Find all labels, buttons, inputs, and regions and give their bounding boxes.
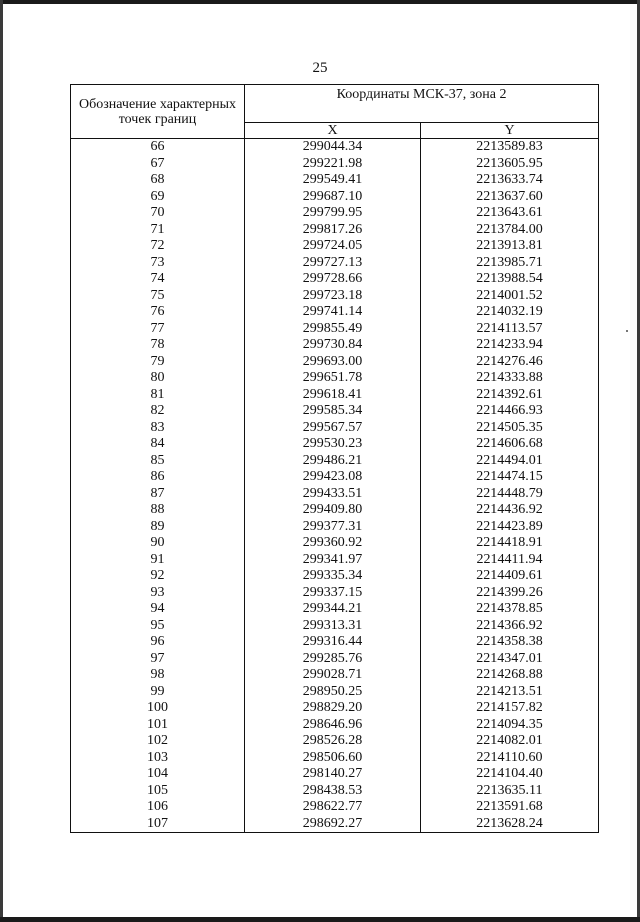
x-coordinate-cell: 299028.71 [245, 667, 421, 684]
header-x: X [245, 123, 421, 139]
x-coordinate-cell: 299285.76 [245, 651, 421, 668]
y-coordinate-cell: 2213637.60 [421, 189, 599, 206]
x-coordinate-cell: 299335.34 [245, 568, 421, 585]
table-row [71, 205, 599, 222]
x-coordinate-cell: 299799.95 [245, 205, 421, 222]
table-row [71, 618, 599, 635]
table-row [71, 337, 599, 354]
y-coordinate-cell: 2214094.35 [421, 717, 599, 734]
page-number: 25 [312, 60, 328, 76]
point-id-cell: 91 [71, 552, 245, 569]
point-id-cell: 84 [71, 436, 245, 453]
x-coordinate-cell: 299044.34 [245, 139, 421, 156]
x-coordinate-cell: 299337.15 [245, 585, 421, 602]
x-coordinate-cell: 298526.28 [245, 733, 421, 750]
y-coordinate-cell: 2214418.91 [421, 535, 599, 552]
table-header [71, 85, 599, 139]
y-coordinate-cell: 2213633.74 [421, 172, 599, 189]
table-row [71, 799, 599, 816]
table-body [71, 139, 599, 833]
x-coordinate-cell: 298140.27 [245, 766, 421, 783]
y-coordinate-cell: 2214494.01 [421, 453, 599, 470]
point-id-cell: 88 [71, 502, 245, 519]
y-coordinate-cell: 2214104.40 [421, 766, 599, 783]
point-id-cell: 95 [71, 618, 245, 635]
table-row [71, 486, 599, 503]
y-coordinate-cell: 2214268.88 [421, 667, 599, 684]
table-row [71, 783, 599, 800]
y-coordinate-cell: 2213988.54 [421, 271, 599, 288]
point-id-cell: 73 [71, 255, 245, 272]
point-id-cell: 70 [71, 205, 245, 222]
x-coordinate-cell: 299855.49 [245, 321, 421, 338]
table-row [71, 552, 599, 569]
x-coordinate-cell: 298829.20 [245, 700, 421, 717]
point-id-cell: 77 [71, 321, 245, 338]
header-y: Y [421, 123, 599, 139]
y-coordinate-cell: 2214110.60 [421, 750, 599, 767]
y-coordinate-cell: 2214411.94 [421, 552, 599, 569]
point-id-cell: 90 [71, 535, 245, 552]
point-id-cell: 105 [71, 783, 245, 800]
x-coordinate-cell: 299693.00 [245, 354, 421, 371]
x-coordinate-cell: 299433.51 [245, 486, 421, 503]
scan-border-bottom [0, 917, 640, 922]
point-id-cell: 80 [71, 370, 245, 387]
scan-border-top [0, 0, 640, 4]
point-id-cell: 107 [71, 816, 245, 833]
x-coordinate-cell: 299817.26 [245, 222, 421, 239]
y-coordinate-cell: 2214505.35 [421, 420, 599, 437]
point-id-cell: 72 [71, 238, 245, 255]
point-id-cell: 83 [71, 420, 245, 437]
x-coordinate-cell: 298646.96 [245, 717, 421, 734]
y-coordinate-cell: 2214399.26 [421, 585, 599, 602]
x-coordinate-cell: 299728.66 [245, 271, 421, 288]
x-coordinate-cell: 299409.80 [245, 502, 421, 519]
x-coordinate-cell: 299316.44 [245, 634, 421, 651]
y-coordinate-cell: 2214366.92 [421, 618, 599, 635]
point-id-cell: 78 [71, 337, 245, 354]
x-coordinate-cell: 299567.57 [245, 420, 421, 437]
y-coordinate-cell: 2214606.68 [421, 436, 599, 453]
table-row [71, 370, 599, 387]
y-coordinate-cell: 2214392.61 [421, 387, 599, 404]
y-coordinate-cell: 2214213.51 [421, 684, 599, 701]
y-coordinate-cell: 2213643.61 [421, 205, 599, 222]
point-id-cell: 67 [71, 156, 245, 173]
table-row [71, 585, 599, 602]
point-id-cell: 87 [71, 486, 245, 503]
point-id-cell: 96 [71, 634, 245, 651]
x-coordinate-cell: 299344.21 [245, 601, 421, 618]
x-coordinate-cell: 299724.05 [245, 238, 421, 255]
x-coordinate-cell: 298692.27 [245, 816, 421, 833]
table-row [71, 403, 599, 420]
y-coordinate-cell: 2213628.24 [421, 816, 599, 833]
table-row [71, 601, 599, 618]
y-coordinate-cell: 2213589.83 [421, 139, 599, 156]
y-coordinate-cell: 2213784.00 [421, 222, 599, 239]
y-coordinate-cell: 2213635.11 [421, 783, 599, 800]
table-row [71, 469, 599, 486]
table-row [71, 535, 599, 552]
point-id-cell: 102 [71, 733, 245, 750]
scan-border-left [0, 0, 3, 922]
y-coordinate-cell: 2214113.57 [421, 321, 599, 338]
table-row [71, 271, 599, 288]
x-coordinate-cell: 299723.18 [245, 288, 421, 305]
table-row [71, 354, 599, 371]
x-coordinate-cell: 299687.10 [245, 189, 421, 206]
point-id-cell: 79 [71, 354, 245, 371]
point-id-cell: 86 [71, 469, 245, 486]
table-row [71, 568, 599, 585]
table-row [71, 321, 599, 338]
coordinates-table [70, 84, 599, 833]
x-coordinate-cell: 299585.34 [245, 403, 421, 420]
point-id-cell: 103 [71, 750, 245, 767]
table-row [71, 750, 599, 767]
y-coordinate-cell: 2214378.85 [421, 601, 599, 618]
point-id-cell: 89 [71, 519, 245, 536]
header-point-designation: Обозначение характерных точек границ [71, 85, 245, 139]
y-coordinate-cell: 2214233.94 [421, 337, 599, 354]
point-id-cell: 94 [71, 601, 245, 618]
table-row [71, 519, 599, 536]
table-row [71, 288, 599, 305]
table-row [71, 304, 599, 321]
y-coordinate-cell: 2214333.88 [421, 370, 599, 387]
table-row [71, 139, 599, 156]
x-coordinate-cell: 299727.13 [245, 255, 421, 272]
table-row [71, 156, 599, 173]
table-row [71, 387, 599, 404]
table-row [71, 189, 599, 206]
table-row [71, 634, 599, 651]
y-coordinate-cell: 2214358.38 [421, 634, 599, 651]
x-coordinate-cell: 299741.14 [245, 304, 421, 321]
point-id-cell: 98 [71, 667, 245, 684]
point-id-cell: 99 [71, 684, 245, 701]
x-coordinate-cell: 298438.53 [245, 783, 421, 800]
point-id-cell: 81 [71, 387, 245, 404]
table-row [71, 684, 599, 701]
table-row [71, 238, 599, 255]
table-row [71, 255, 599, 272]
x-coordinate-cell: 299549.41 [245, 172, 421, 189]
x-coordinate-cell: 299618.41 [245, 387, 421, 404]
point-id-cell: 106 [71, 799, 245, 816]
y-coordinate-cell: 2214157.82 [421, 700, 599, 717]
point-id-cell: 74 [71, 271, 245, 288]
y-coordinate-cell: 2214423.89 [421, 519, 599, 536]
x-coordinate-cell: 299530.23 [245, 436, 421, 453]
table-row [71, 420, 599, 437]
x-coordinate-cell: 299651.78 [245, 370, 421, 387]
point-id-cell: 104 [71, 766, 245, 783]
table-row [71, 436, 599, 453]
table-row [71, 222, 599, 239]
table-row [71, 453, 599, 470]
y-coordinate-cell: 2214466.93 [421, 403, 599, 420]
y-coordinate-cell: 2214001.52 [421, 288, 599, 305]
point-id-cell: 66 [71, 139, 245, 156]
point-id-cell: 100 [71, 700, 245, 717]
y-coordinate-cell: 2214448.79 [421, 486, 599, 503]
x-coordinate-cell: 298506.60 [245, 750, 421, 767]
y-coordinate-cell: 2214347.01 [421, 651, 599, 668]
point-id-cell: 97 [71, 651, 245, 668]
point-id-cell: 85 [71, 453, 245, 470]
x-coordinate-cell: 299377.31 [245, 519, 421, 536]
x-coordinate-cell: 298622.77 [245, 799, 421, 816]
table-row [71, 172, 599, 189]
x-coordinate-cell: 299486.21 [245, 453, 421, 470]
table-row [71, 667, 599, 684]
point-id-cell: 75 [71, 288, 245, 305]
table-row [71, 717, 599, 734]
x-coordinate-cell: 298950.25 [245, 684, 421, 701]
y-coordinate-cell: 2214474.15 [421, 469, 599, 486]
table-row [71, 651, 599, 668]
table-row [71, 733, 599, 750]
y-coordinate-cell: 2214082.01 [421, 733, 599, 750]
x-coordinate-cell: 299360.92 [245, 535, 421, 552]
y-coordinate-cell: 2213913.81 [421, 238, 599, 255]
y-coordinate-cell: 2214436.92 [421, 502, 599, 519]
x-coordinate-cell: 299730.84 [245, 337, 421, 354]
scan-speck [626, 330, 628, 332]
point-id-cell: 69 [71, 189, 245, 206]
point-id-cell: 68 [71, 172, 245, 189]
table-row [71, 766, 599, 783]
point-id-cell: 82 [71, 403, 245, 420]
y-coordinate-cell: 2213591.68 [421, 799, 599, 816]
y-coordinate-cell: 2213985.71 [421, 255, 599, 272]
y-coordinate-cell: 2213605.95 [421, 156, 599, 173]
point-id-cell: 93 [71, 585, 245, 602]
x-coordinate-cell: 299221.98 [245, 156, 421, 173]
y-coordinate-cell: 2214276.46 [421, 354, 599, 371]
header-coordinates: Координаты МСК-37, зона 2 [245, 85, 599, 123]
point-id-cell: 71 [71, 222, 245, 239]
table-row [71, 816, 599, 833]
x-coordinate-cell: 299341.97 [245, 552, 421, 569]
x-coordinate-cell: 299313.31 [245, 618, 421, 635]
point-id-cell: 101 [71, 717, 245, 734]
y-coordinate-cell: 2214032.19 [421, 304, 599, 321]
x-coordinate-cell: 299423.08 [245, 469, 421, 486]
point-id-cell: 76 [71, 304, 245, 321]
table-row [71, 700, 599, 717]
table-row [71, 502, 599, 519]
point-id-cell: 92 [71, 568, 245, 585]
y-coordinate-cell: 2214409.61 [421, 568, 599, 585]
